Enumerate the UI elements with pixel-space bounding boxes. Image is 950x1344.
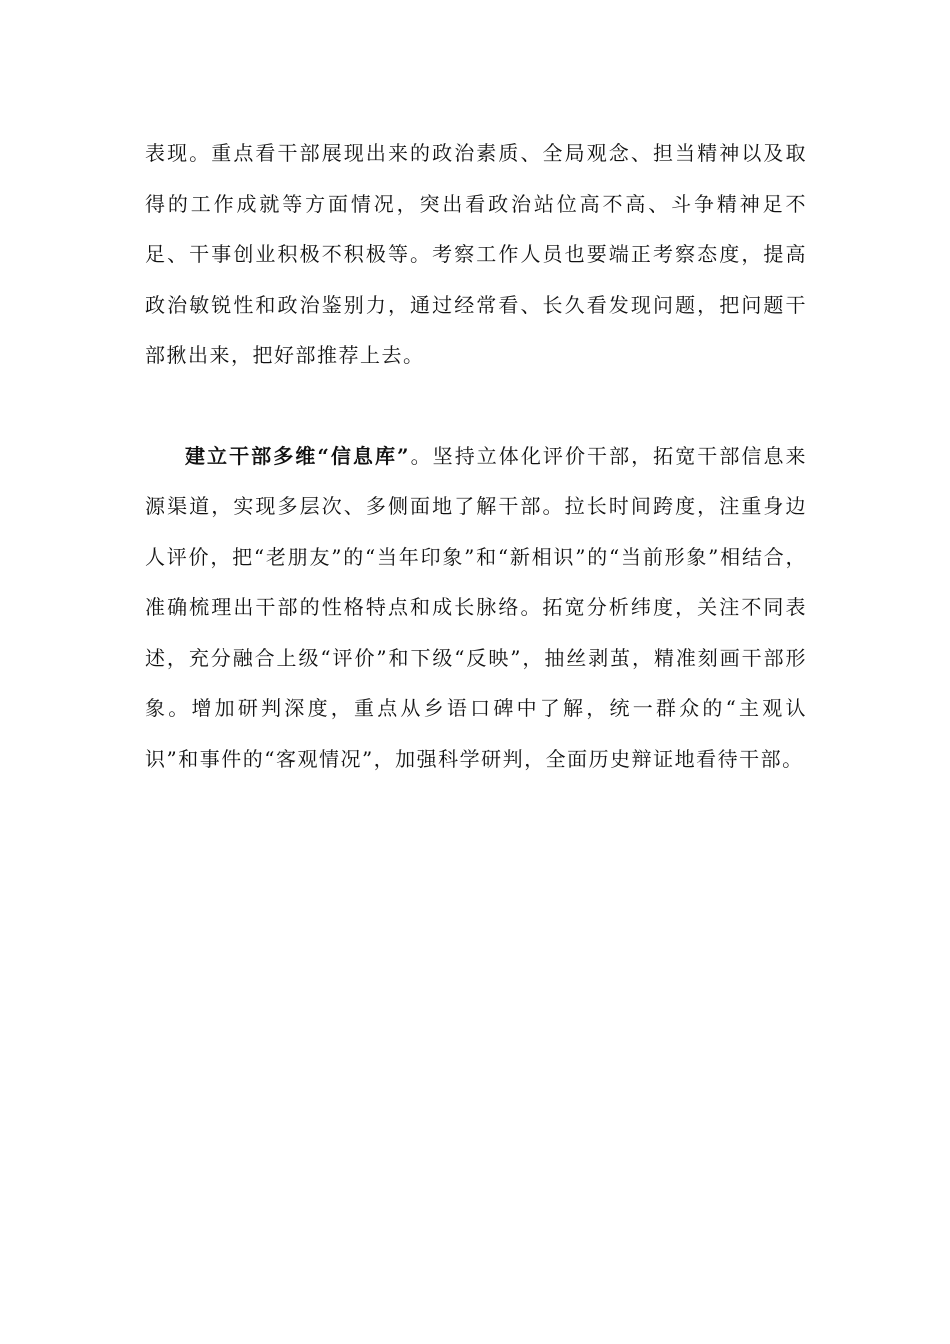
paragraph-2-text: 。坚持立体化评价干部，拓宽干部信息来源渠道，实现多层次、多侧面地了解干部。拉长时间跨度，注重身边人评价，把“老朋友”的“当年印象”和“新相识”的“当前形象”相结合，准确梳理出干部的性格特点和成长脉络。拓宽分析纬度，关注不同表述，充分融合上级“评价”和下级“反映”，抽丝剥茧，精准刻画干部形象。增加研判深度，重点从乡语口碑中了解，统一群众的“主观认识”和事件的“客观情况”，加强科学研判，全面历史辩证地看待干部。 bbox=[145, 443, 808, 771]
paragraph-2 bbox=[145, 431, 807, 785]
paragraph-1 bbox=[145, 128, 807, 381]
paragraph-1-text: 表现。重点看干部展现出来的政治素质、全局观念、担当精神以及取得的工作成就等方面情况，突出看政治站位高不高、斗争精神足不足、干事创业积极不积极等。考察工作人员也要端正考察态度，提高政治敏锐性和政治鉴别力，通过经常看、长久看发现问题，把问题干部揪出来，把好部推荐上去。 bbox=[145, 141, 807, 367]
paragraph-2-heading: 建立干部多维“信息库” bbox=[185, 443, 411, 468]
document-body bbox=[145, 128, 807, 784]
